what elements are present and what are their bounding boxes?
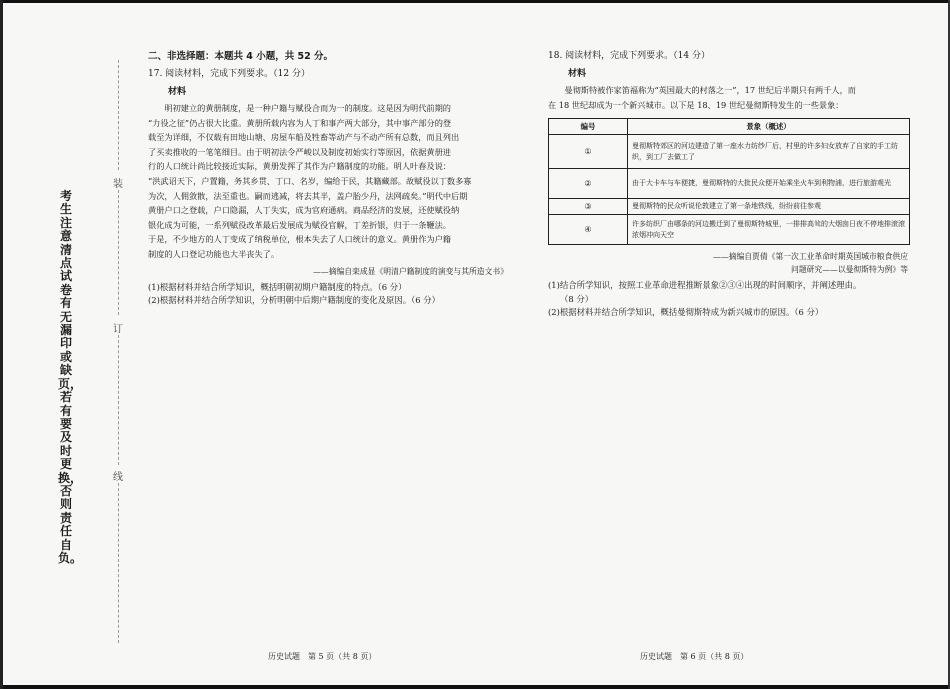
material-label: 材料 [568, 69, 587, 79]
material-line: 银化成为可能，一系列赋役改革最后发展成为赋役官解，丁差折银，归于一条鞭法。 [148, 219, 451, 230]
material-label: 材料 [168, 87, 187, 97]
binding-mark-ding: 订 [113, 324, 123, 335]
sub-question-1: (1)结合所学知识，按照工业革命进程推断景象②③④出现的时间顺序，并阐述理由。 [548, 280, 862, 291]
binding-mark-xian: 线 [113, 472, 123, 483]
candidate-notice: 考生注意清点试卷有无漏印或缺页，若有要及时更换，否则责任自负。 [58, 189, 83, 565]
row-scene: 由于大卡车与车便捷，曼彻斯特的大批民众便开始乘坐火车到利物浦，进行旅游观光 [628, 169, 910, 199]
table-row [549, 135, 910, 169]
footer-page-6: 历史试题 第 6 页（共 8 页） [640, 652, 749, 661]
scene-table [548, 118, 910, 245]
footer-page-5: 历史试题 第 5 页（共 8 页） [268, 652, 377, 661]
page-5-column [148, 48, 508, 308]
row-number: ② [549, 169, 628, 199]
column-header-number: 编号 [549, 119, 628, 135]
material-line: 在 18 世纪却成为一个新兴城市。以下是 18、19 世纪曼彻斯特发生的一些景象： [548, 99, 844, 110]
row-scene: 许多纺织厂由哪条的河边搬迁到了曼彻斯特城里，一排排高耸的大烟囱日夜不停地排滚滚浓烟冲向天空 [628, 215, 910, 245]
binding-line [118, 60, 119, 170]
table-row [549, 169, 910, 199]
page-6-column [548, 48, 908, 320]
material-line: 明初建立的黄册制度，是一种户籍与赋役合而为一的制度。这是因为明代前期的 [148, 103, 451, 113]
scan-edge-bottom [0, 685, 950, 689]
sub-question-2: (2)根据材料并结合所学知识，分析明朝中后期户籍制度的变化及原因。（6 分） [148, 295, 441, 306]
section-title: 二、非选择题：本题共 4 小题，共 52 分。 [148, 51, 334, 62]
binding-line [118, 335, 119, 465]
material-text [148, 101, 508, 262]
table-row [549, 199, 910, 215]
material-line: 于是，不少地方的人丁变成了纳税单位，根本失去了人口统计的意义。黄册作为户籍 [148, 234, 451, 245]
scan-edge-top [0, 0, 950, 3]
scan-edge-left [0, 0, 3, 689]
material-line: “洪武诏天下，户置籍，务其乡贯、丁口、名岁，编给于民，其籍藏部。故赋役以丁数多寡 [148, 175, 472, 186]
binding-mark-zhuang: 装 [113, 179, 123, 190]
row-scene: 曼彻斯特郊区的河边建造了第一座水力纺纱厂后，村里的许多妇女放弃了自家的手工纺织，到工厂去做工了 [628, 135, 910, 169]
row-scene: 曼彻斯特的民众听说伦敦建立了第一条地铁线，纷纷前往参观 [628, 199, 910, 215]
binding-line [118, 190, 119, 315]
material-line: 为次，人佣敛散，法至重也。嗣而逃减，将去其半，盖户胎少丹，法网疏矣。”明代中后期 [148, 190, 468, 201]
material-source: 问题研究——以曼彻斯特为例》等 [791, 265, 908, 275]
material-line: 行的人口统计尚比较接近实际，黄册发挥了其作为户籍制度的功能。明人叶春及说： [148, 161, 451, 172]
binding-line [118, 483, 119, 643]
material-line: 了买卖推收的一笔笔细目。由于明初法令严峻以及制度初始实行等原因，依据黄册进 [148, 146, 451, 157]
material-line: 黄册户口之登载，户口隐漏，人丁失实，成为官府通病。商品经济的发展，还使赋役纳 [148, 205, 460, 216]
sub-question-1: (1)根据材料并结合所学知识，概括明朝初期户籍制度的特点。（6 分） [148, 281, 407, 292]
material-line: 制度的人口登记功能也大半丧失了。 [148, 248, 280, 259]
material-source: ——摘编自贾倩《第一次工业革命时期英国城市粮食供应 [713, 252, 908, 262]
material-source: ——摘编自栾成显《明清户籍制度的演变与其所造文书》 [313, 266, 508, 276]
table-header-row [549, 119, 910, 135]
column-header-scene: 景象（概述） [628, 119, 910, 135]
question-18-heading: 18. 阅读材料，完成下列要求。（14 分） [548, 51, 710, 61]
row-number: ① [549, 135, 628, 169]
row-number: ③ [549, 199, 628, 215]
material-line: 曼彻斯特被作家笛福称为“英国最大的村落之一”，17 世纪后半期只有两千人，而 [548, 85, 856, 95]
table-row [549, 215, 910, 245]
sub-question-2: (2)根据材料并结合所学知识，概括曼彻斯特成为新兴城市的原因。（6 分） [548, 307, 824, 318]
material-line: 载至为详细，不仅载有田地山塘、房屋车船及牲畜等动产与不动产所有总数，而且列出 [148, 132, 460, 143]
material-line: “力役之征”仍占很大比重。黄册所载内容为人丁和事产两大部分，其中事产部分的登 [148, 117, 452, 128]
sub-question-1-score: （8 分） [560, 293, 594, 304]
question-17-heading: 17. 阅读材料，完成下列要求。（12 分） [148, 69, 310, 79]
row-number: ④ [549, 215, 628, 245]
